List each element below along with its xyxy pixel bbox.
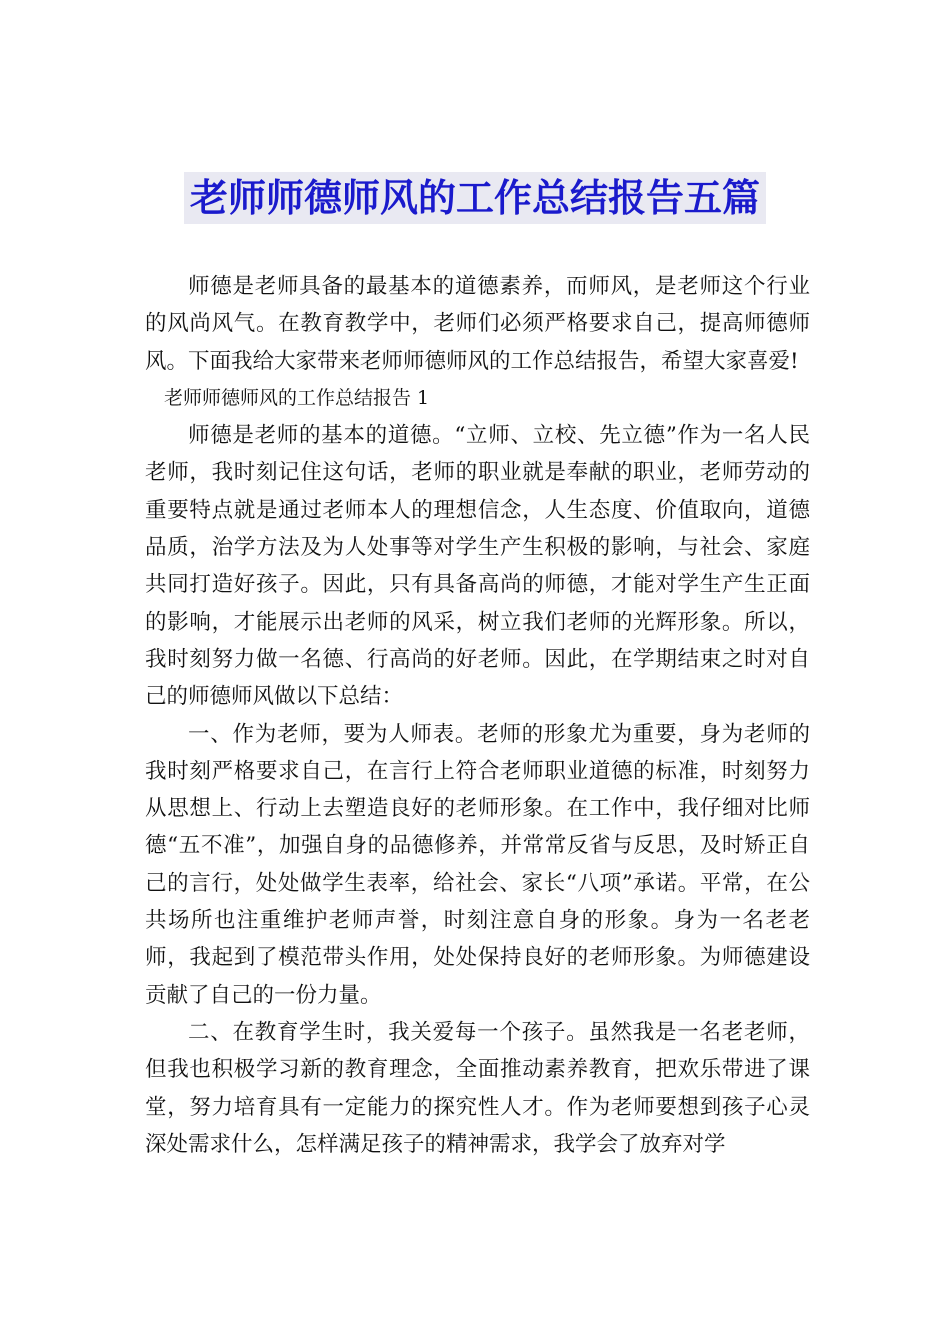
body-paragraph-1: 师德是老师的基本的道德。“立师、立校、先立德”作为一名人民老师，我时刻记住这句话，老师的职业就是奉献的职业，老师劳动的重要特点就是通过老师本人的理想信念，人生态度、价值取向，道德品质，治学方法及为人处事等对学生产生积极的影响，与社会、家庭共同打造好孩子。因此，只有具备高尚的师德，才能对学生产生正面的影响，才能展示出老师的风采，树立我们老师的光辉形象。所以，我时刻努力做一名德、行高尚的好老师。因此，在学期结束之时对自己的师德师风做以下总结： xyxy=(145,423,810,710)
intro-paragraph: 师德是老师具备的最基本的道德素养，而师风，是老师这个行业的风尚风气。在教育教学中，老师们必须严格要求自己，提高师德师风。下面我给大家带来老师师德师风的工作总结报告，希望大家喜爱! xyxy=(145,274,810,374)
body-paragraph-3: 二、在教育学生时，我关爱每一个孩子。虽然我是一名老老师，但我也积极学习新的教育理念，全面推动素养教育，把欢乐带进了课堂，努力培育具有一定能力的探究性人才。作为老师要想到孩子心灵深处需求什么，怎样满足孩子的精神需求，我学会了放弃对学 xyxy=(145,1019,810,1157)
title-container xyxy=(0,172,950,224)
section-heading: 老师师德师风的工作总结报告 1 xyxy=(164,386,430,409)
document-body xyxy=(145,268,810,1163)
body-paragraph-2: 一、作为老师，要为人师表。老师的形象尤为重要，身为老师的我时刻严格要求自己，在言行上符合老师职业道德的标准，时刻努力从思想上、行动上去塑造良好的老师形象。在工作中，我仔细对比师德“五不准”，加强自身的品德修养，并常常反省与反思，及时矫正自己的言行，处处做学生表率，给社会、家长“八项”承诺。平常，在公共场所也注重维护老师声誉，时刻注意自身的形象。身为一名老老师，我起到了模范带头作用，处处保持良好的老师形象。为师德建设贡献了自己的一份力量。 xyxy=(145,721,810,1008)
page-title: 老师师德师风的工作总结报告五篇 xyxy=(184,172,766,224)
